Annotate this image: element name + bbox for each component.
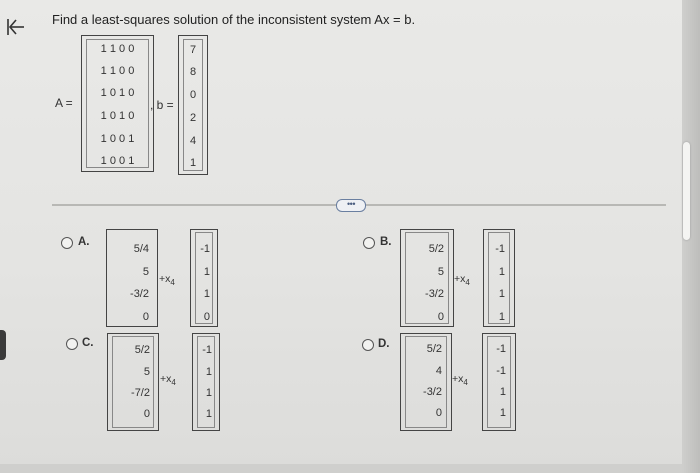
free-var-label: +x bbox=[159, 273, 171, 285]
vector-b-entry: 2 bbox=[189, 112, 197, 124]
matrix-a-row: 1 0 1 0 bbox=[100, 110, 135, 122]
vector-entry: 5/2 bbox=[428, 243, 444, 255]
option-b-direction bbox=[483, 229, 515, 327]
free-var-sub: 4 bbox=[170, 278, 175, 288]
vector-b-frame bbox=[183, 39, 203, 171]
vector-entry: 5 bbox=[142, 266, 149, 278]
vector-entry: 1 bbox=[498, 311, 505, 323]
option-b-radio[interactable] bbox=[363, 237, 375, 249]
vector-entry: 0 bbox=[437, 311, 444, 323]
vector-entry: -3/2 bbox=[423, 386, 442, 398]
option-d-direction bbox=[482, 333, 516, 431]
vector-entry: 1 bbox=[498, 288, 505, 300]
vector-entry: -7/2 bbox=[131, 387, 150, 399]
vector-entry: -1 bbox=[496, 343, 506, 355]
vector-entry: 4 bbox=[435, 365, 442, 377]
vector-entry: 5 bbox=[143, 366, 150, 378]
vector-entry: 0 bbox=[435, 407, 442, 419]
vector-entry: 1 bbox=[205, 387, 212, 399]
vector-entry: 0 bbox=[142, 311, 149, 323]
option-d-particular bbox=[400, 333, 452, 431]
option-d-radio[interactable] bbox=[362, 339, 374, 351]
vector-entry: 5/2 bbox=[426, 343, 442, 355]
matrix-a bbox=[81, 35, 154, 172]
vector-b-entry: 4 bbox=[189, 135, 197, 147]
back-arrow-icon[interactable] bbox=[4, 16, 26, 38]
free-var-label: +x bbox=[452, 373, 464, 385]
vector-entry: 1 bbox=[499, 407, 506, 419]
free-var-sub: 4 bbox=[465, 278, 470, 288]
vector-entry: 1 bbox=[205, 408, 212, 420]
vector-b-entry: 0 bbox=[189, 89, 197, 101]
option-a-letter: A. bbox=[78, 236, 90, 248]
vector-entry: -1 bbox=[200, 243, 210, 255]
vector-b-entry: 7 bbox=[189, 44, 197, 56]
vector-entry: 5/2 bbox=[134, 344, 150, 356]
option-a-free-var bbox=[159, 273, 175, 287]
option-c-radio[interactable] bbox=[66, 338, 78, 350]
option-c-direction bbox=[192, 333, 220, 431]
option-b-free-var bbox=[454, 273, 470, 287]
matrix-a-row: 1 1 0 0 bbox=[100, 43, 135, 55]
vector-b-entry: 8 bbox=[189, 66, 197, 78]
matrix-a-row: 1 1 0 0 bbox=[100, 65, 135, 77]
question-text: Find a least-squares solution of the inconsistent system Ax = b. bbox=[52, 12, 416, 27]
vector-entry: 5 bbox=[437, 266, 444, 278]
vector-entry: 1 bbox=[203, 288, 210, 300]
free-var-label: +x bbox=[454, 273, 466, 285]
vector-entry: 1 bbox=[203, 266, 210, 278]
option-d-free-var bbox=[452, 373, 468, 387]
option-d-letter: D. bbox=[378, 338, 390, 350]
option-b-letter: B. bbox=[380, 236, 392, 248]
left-edge-tab bbox=[0, 330, 6, 360]
vector-entry: -3/2 bbox=[425, 288, 444, 300]
matrix-a-label: A = bbox=[55, 96, 73, 110]
option-a-particular bbox=[106, 229, 158, 327]
vector-entry: -1 bbox=[202, 344, 212, 356]
bottom-strip bbox=[0, 464, 682, 473]
free-var-sub: 4 bbox=[463, 378, 468, 388]
option-a-radio[interactable] bbox=[61, 237, 73, 249]
option-c-letter: C. bbox=[82, 337, 94, 349]
vector-entry: 1 bbox=[498, 266, 505, 278]
option-b-particular bbox=[400, 229, 454, 327]
free-var-label: +x bbox=[160, 373, 172, 385]
matrix-a-row: 1 0 0 1 bbox=[100, 155, 135, 167]
matrix-a-frame bbox=[86, 39, 149, 168]
vector-entry: -1 bbox=[495, 243, 505, 255]
vector-entry: 1 bbox=[205, 366, 212, 378]
vector-entry: 1 bbox=[499, 386, 506, 398]
matrix-a-row: 1 0 0 1 bbox=[100, 133, 135, 145]
option-c-particular bbox=[107, 333, 159, 431]
vector-b-entry: 1 bbox=[189, 157, 197, 169]
option-a-direction bbox=[190, 229, 218, 327]
vector-entry: -3/2 bbox=[130, 288, 149, 300]
option-c-free-var bbox=[160, 373, 176, 387]
more-button[interactable]: ••• bbox=[336, 199, 366, 212]
free-var-sub: 4 bbox=[171, 378, 176, 388]
scrollbar-thumb[interactable] bbox=[683, 142, 690, 240]
vector-b-label: , b = bbox=[150, 98, 174, 112]
vector-entry: 0 bbox=[143, 408, 150, 420]
vector-entry: 0 bbox=[203, 311, 210, 323]
vector-entry: 5/4 bbox=[133, 243, 149, 255]
vector-b bbox=[178, 35, 208, 175]
matrix-a-row: 1 0 1 0 bbox=[100, 87, 135, 99]
vector-entry: -1 bbox=[496, 365, 506, 377]
